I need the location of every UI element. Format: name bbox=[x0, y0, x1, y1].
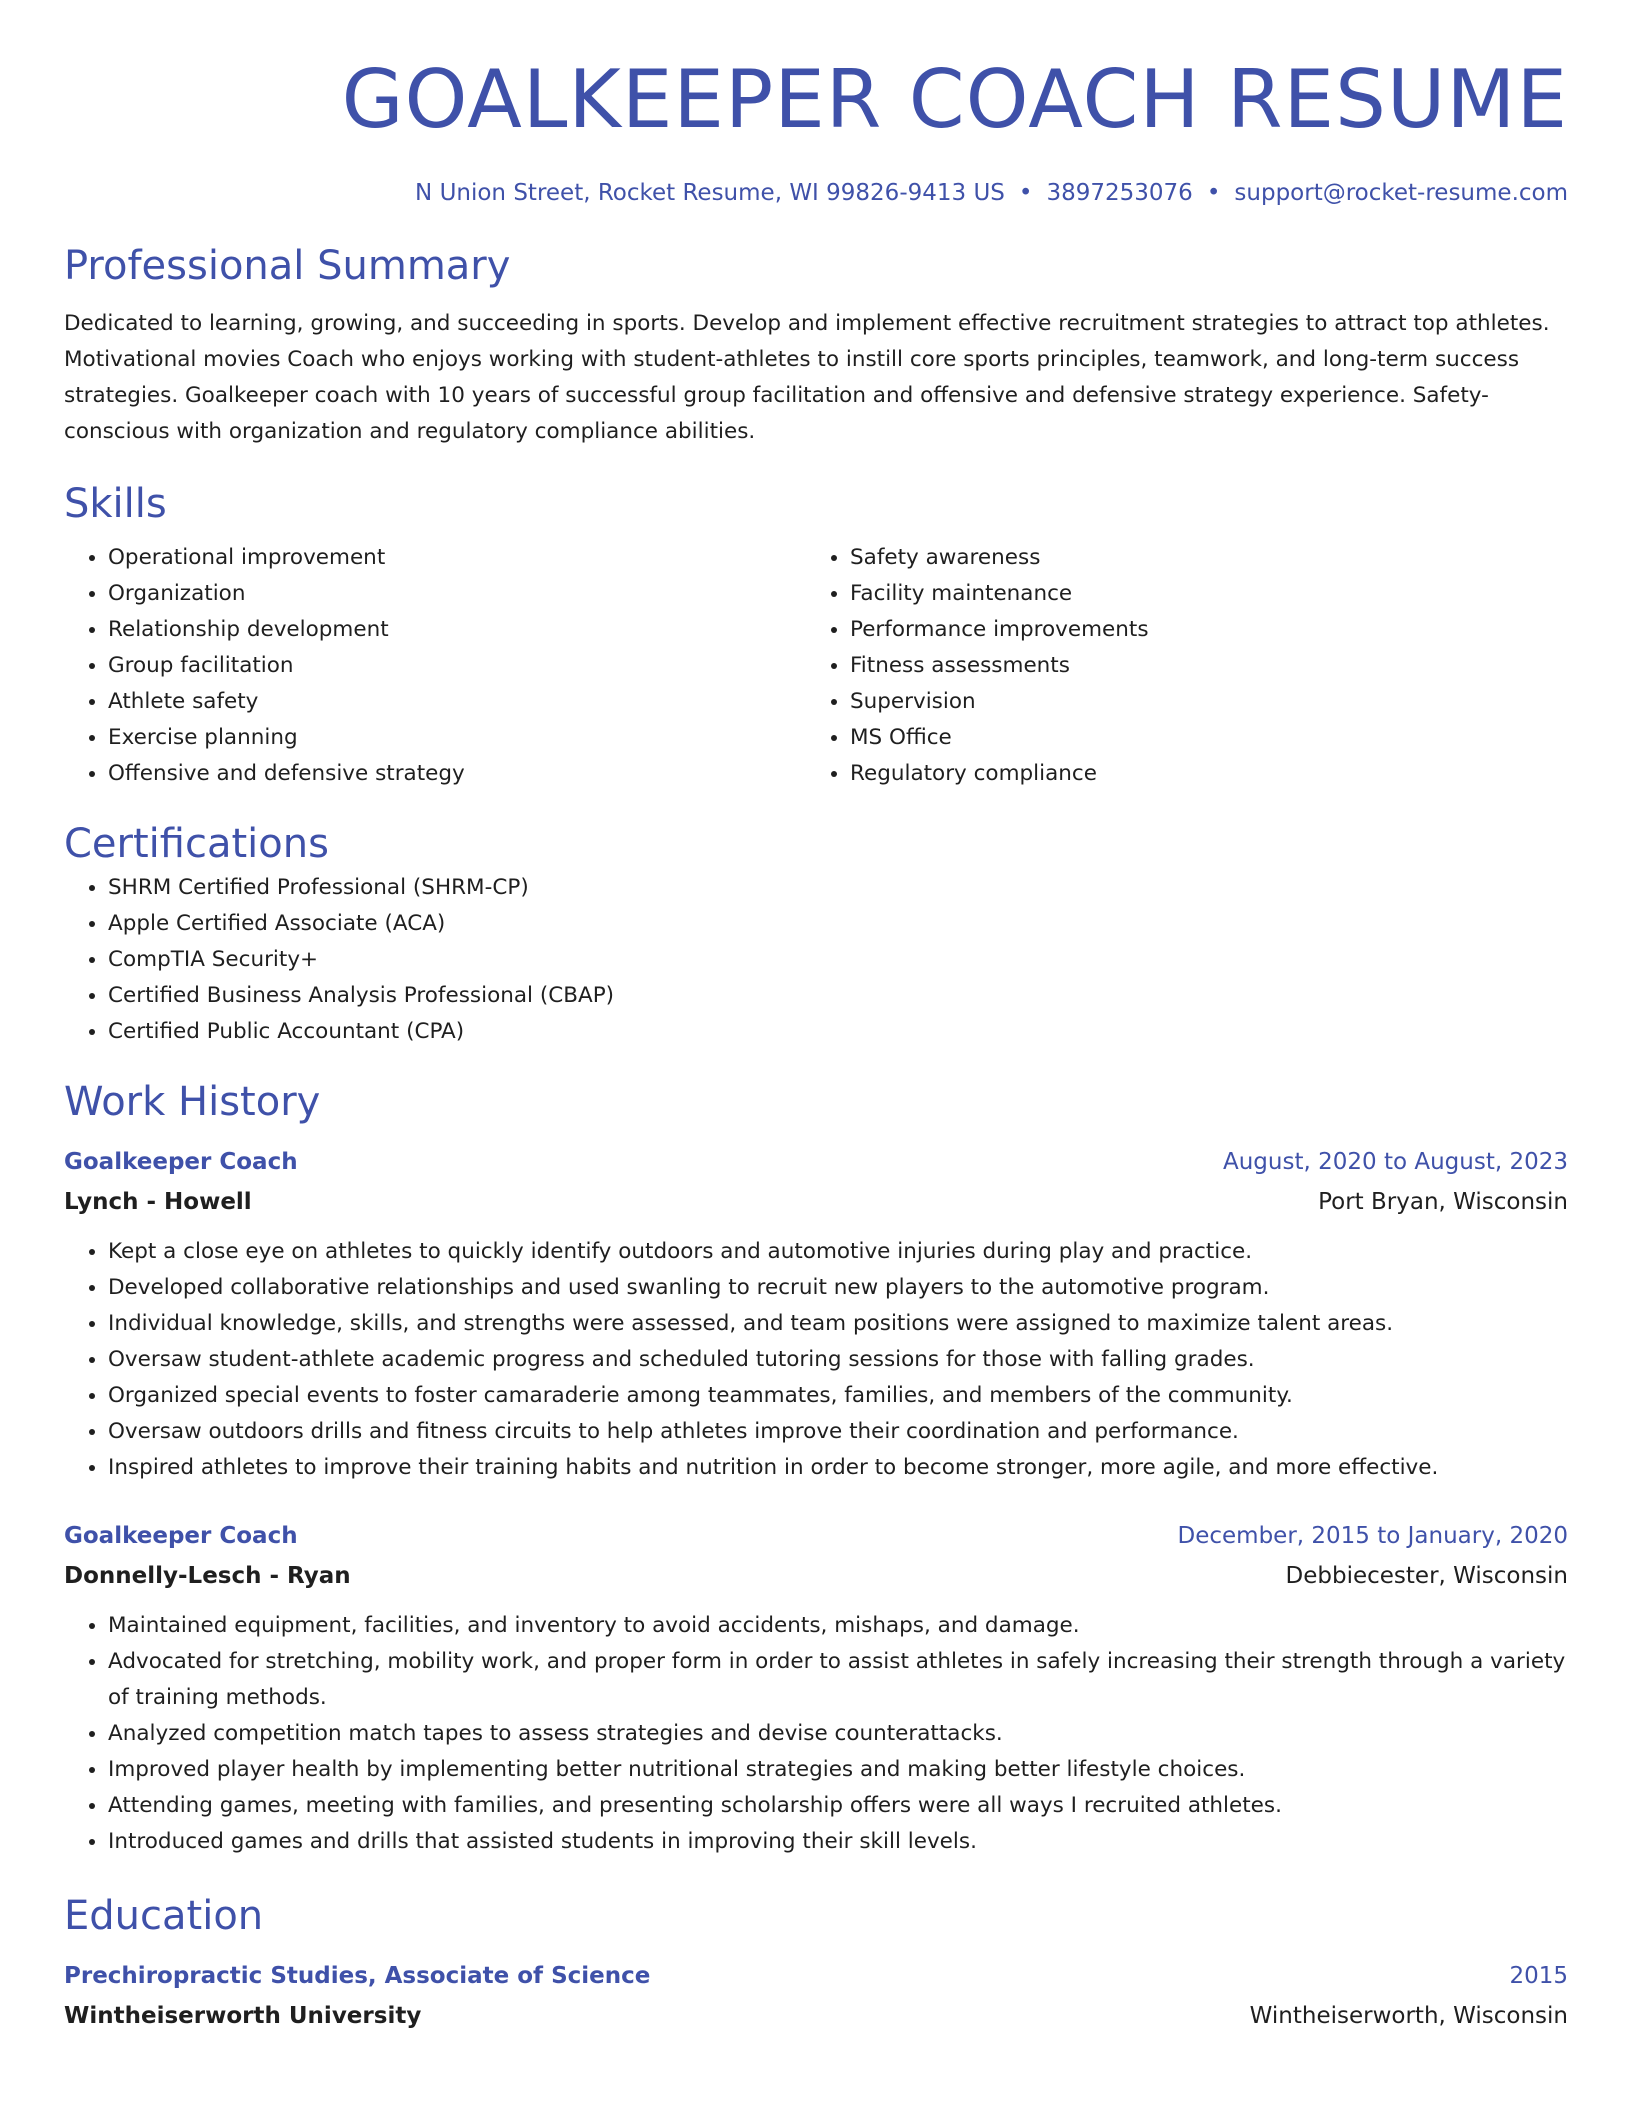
job-duties-list bbox=[64, 1608, 1568, 1860]
certification-item: • Certified Public Accountant (CPA) bbox=[108, 1014, 1568, 1050]
contact-separator: • bbox=[1206, 180, 1221, 206]
skill-item: • Relationship development bbox=[108, 612, 806, 648]
skill-item: • Organization bbox=[108, 576, 806, 612]
skill-item: • Operational improvement bbox=[108, 540, 806, 576]
job-title: Goalkeeper Coach bbox=[64, 1523, 298, 1549]
job-location: Debbiecester, Wisconsin bbox=[1285, 1563, 1568, 1589]
job-entry bbox=[64, 1516, 1568, 1860]
job-duty: • Inspired athletes to improve their training habits and nutrition in order to become stronger, more agile, and more effective. bbox=[108, 1450, 1568, 1486]
job-company: Donnelly-Lesch - Ryan bbox=[64, 1563, 351, 1589]
contact-address: N Union Street, Rocket Resume, WI 99826-9413 US bbox=[415, 180, 1005, 206]
resume-header bbox=[64, 0, 1568, 208]
skills-columns bbox=[64, 540, 1568, 792]
job-duty: • Advocated for stretching, mobility work, and proper form in order to assist athletes in safely increasing their strength through a variety of training methods. bbox=[108, 1644, 1568, 1716]
job-header-row bbox=[64, 1142, 1568, 1182]
education-header-row bbox=[64, 1956, 1568, 1996]
job-duty: • Oversaw outdoors drills and fitness circuits to help athletes improve their coordination and performance. bbox=[108, 1414, 1568, 1450]
certification-item: • Certified Business Analysis Professional (CBAP) bbox=[108, 978, 1568, 1014]
work-history-heading: Work History bbox=[64, 1079, 321, 1125]
job-duty: • Maintained equipment, facilities, and inventory to avoid accidents, mishaps, and damage. bbox=[108, 1608, 1568, 1644]
contact-separator: • bbox=[1018, 180, 1033, 206]
job-duty: • Improved player health by implementing better nutritional strategies and making better lifestyle choices. bbox=[108, 1752, 1568, 1788]
contact-line bbox=[64, 178, 1568, 208]
skill-item: • Supervision bbox=[850, 684, 1548, 720]
job-duty: • Introduced games and drills that assisted students in improving their skill levels. bbox=[108, 1824, 1568, 1860]
job-duty: • Oversaw student-athlete academic progress and scheduled tutoring sessions for those with falling grades. bbox=[108, 1342, 1568, 1378]
skill-item: • Athlete safety bbox=[108, 684, 806, 720]
education-school-row bbox=[64, 1996, 1568, 2036]
skill-item: • MS Office bbox=[850, 720, 1548, 756]
job-company-row bbox=[64, 1556, 1568, 1596]
job-company-row bbox=[64, 1182, 1568, 1222]
certification-item: • Apple Certified Associate (ACA) bbox=[108, 906, 1568, 942]
contact-phone[interactable]: 3897253076 bbox=[1046, 180, 1193, 206]
job-duty: • Analyzed competition match tapes to assess strategies and devise counterattacks. bbox=[108, 1716, 1568, 1752]
skill-item: • Offensive and defensive strategy bbox=[108, 756, 806, 792]
job-location: Port Bryan, Wisconsin bbox=[1318, 1189, 1568, 1215]
education-location: Wintheiserworth, Wisconsin bbox=[1249, 2003, 1568, 2029]
job-duty: • Kept a close eye on athletes to quickly identify outdoors and automotive injuries during play and practice. bbox=[108, 1234, 1568, 1270]
skill-item: • Safety awareness bbox=[850, 540, 1548, 576]
job-duty: • Organized special events to foster camaraderie among teammates, families, and members of the community. bbox=[108, 1378, 1568, 1414]
job-title: Goalkeeper Coach bbox=[64, 1149, 298, 1175]
education-year: 2015 bbox=[1509, 1963, 1568, 1989]
skills-heading: Skills bbox=[64, 481, 167, 527]
contact-email[interactable]: support@rocket-resume.com bbox=[1234, 180, 1568, 206]
job-duties-list bbox=[64, 1234, 1568, 1486]
education-school: Wintheiserworth University bbox=[64, 2003, 422, 2029]
job-duty: • Attending games, meeting with families, and presenting scholarship offers were all ways I recruited athletes. bbox=[108, 1788, 1568, 1824]
skill-item: • Performance improvements bbox=[850, 612, 1548, 648]
skills-column-right bbox=[806, 540, 1548, 792]
job-dates: December, 2015 to January, 2020 bbox=[1177, 1523, 1568, 1549]
certifications-list bbox=[64, 870, 1568, 1050]
skill-item: • Fitness assessments bbox=[850, 648, 1548, 684]
job-entry bbox=[64, 1142, 1568, 1486]
summary-text: Dedicated to learning, growing, and succeeding in sports. Develop and implement effective recruitment strategies to attract top athletes. Motivational movies Coach who enjoys working with student-athletes to instill core sports principles, teamwork, and long-term success strategies. Goalkeeper coach with 10 years of successful group facilitation and offensive and defensive strategy experience. Safety-conscious with organization and regulatory compliance abilities. bbox=[64, 311, 1550, 444]
summary-heading: Professional Summary bbox=[64, 243, 511, 289]
job-duty: • Individual knowledge, skills, and strengths were assessed, and team positions were assigned to maximize talent areas. bbox=[108, 1306, 1568, 1342]
certifications-heading: Certifications bbox=[64, 821, 329, 867]
resume-title: GOALKEEPER COACH RESUME bbox=[341, 53, 1568, 146]
skill-item: • Facility maintenance bbox=[850, 576, 1548, 612]
job-header-row bbox=[64, 1516, 1568, 1556]
certification-item: • SHRM Certified Professional (SHRM-CP) bbox=[108, 870, 1568, 906]
education-degree: Prechiropractic Studies, Associate of Science bbox=[64, 1963, 651, 1989]
job-dates: August, 2020 to August, 2023 bbox=[1223, 1149, 1568, 1175]
skill-item: • Exercise planning bbox=[108, 720, 806, 756]
skill-item: • Regulatory compliance bbox=[850, 756, 1548, 792]
education-heading: Education bbox=[64, 1893, 264, 1939]
job-duty: • Developed collaborative relationships and used swanling to recruit new players to the automotive program. bbox=[108, 1270, 1568, 1306]
job-company: Lynch - Howell bbox=[64, 1189, 252, 1215]
skills-column-left bbox=[64, 540, 806, 792]
skill-item: • Group facilitation bbox=[108, 648, 806, 684]
certification-item: • CompTIA Security+ bbox=[108, 942, 1568, 978]
education-entry bbox=[64, 1956, 1568, 2036]
